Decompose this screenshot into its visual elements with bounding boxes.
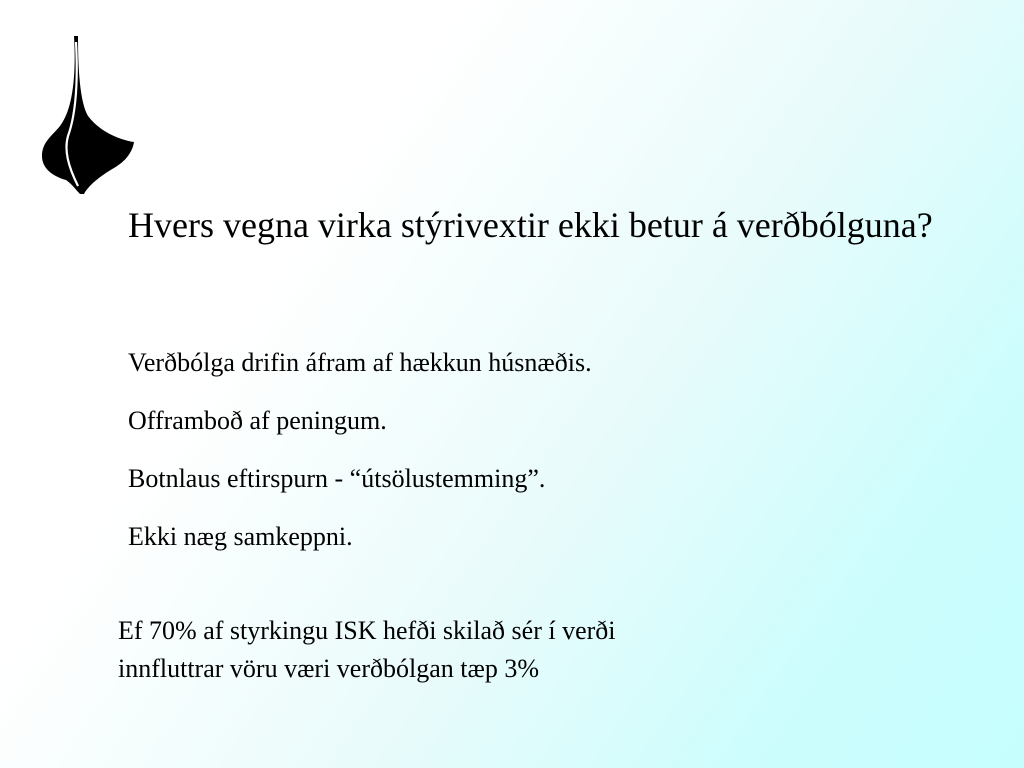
slide-title: Hvers vegna virka stýrivextir ekki betur á verðbólguna? — [128, 205, 933, 245]
inflation-note — [118, 612, 878, 688]
note-line-2: innfluttrar vöru væri verðbólgan tæp 3% — [118, 654, 539, 683]
bullet-list — [128, 340, 592, 572]
note-line-1: Ef 70% af styrkingu ISK hefði skilað sér í verði — [118, 616, 616, 645]
list-item: Ekki næg samkeppni. — [128, 522, 353, 551]
list-item: Botnlaus eftirspurn - “útsölustemming”. — [128, 464, 546, 493]
viking-ship-bow-icon — [38, 30, 138, 198]
list-item: Verðbólga drifin áfram af hækkun húsnæðis. — [128, 348, 592, 377]
list-item: Offramboð af peningum. — [128, 406, 387, 435]
